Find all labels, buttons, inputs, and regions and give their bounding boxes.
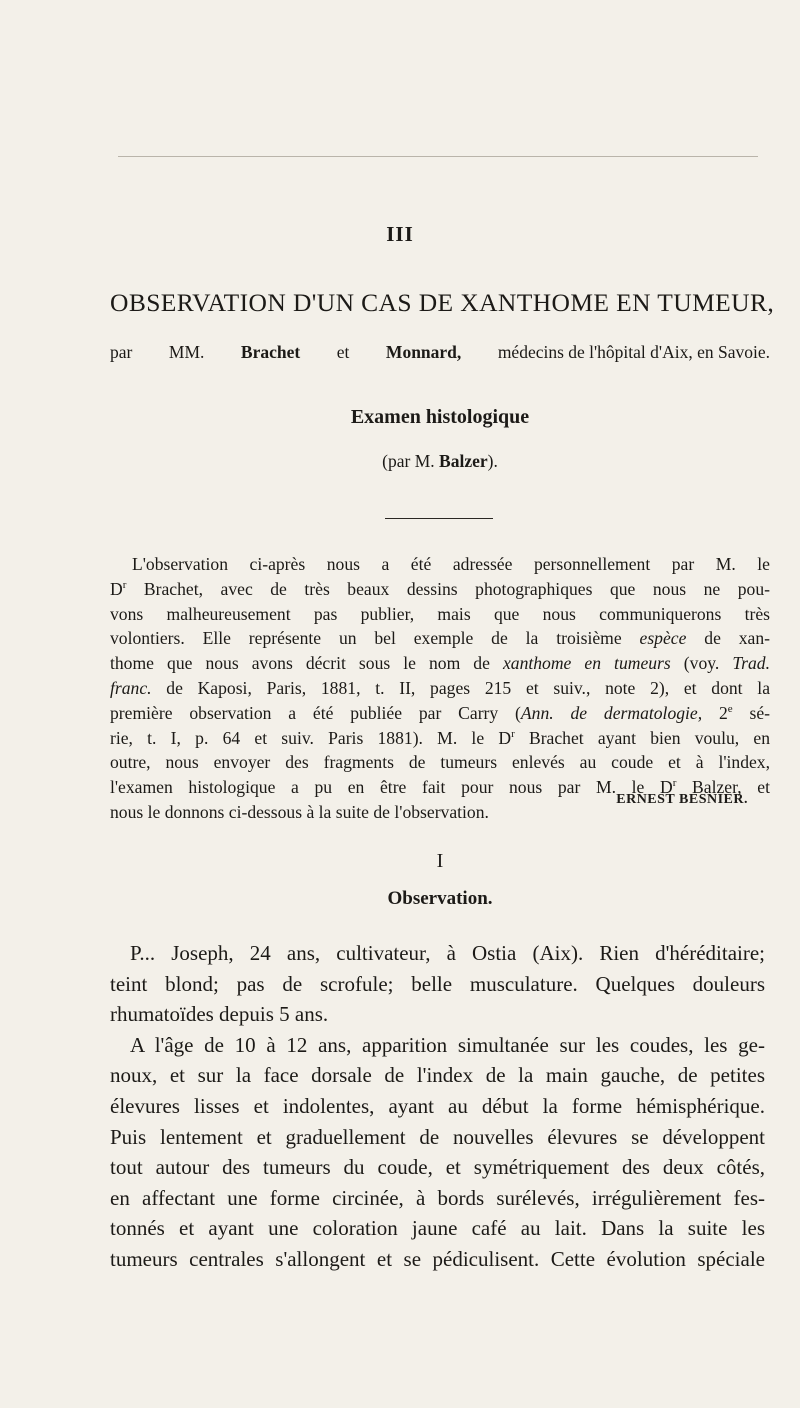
intro-paragraph: [110, 552, 770, 825]
observation-body: [110, 938, 765, 1275]
italic-phrase: Trad.: [732, 653, 770, 674]
body-line: A l'âge de 10 à 12 ans, apparition simultanée sur les coudes, les ge-: [130, 1032, 765, 1057]
intro-line: rie, t. I, p. 64 et suiv. Paris 1881). M. le $D^r$ Brachet ayant bien voulu, en: [110, 727, 771, 748]
authors-line: [110, 342, 770, 363]
intro-line: franc. de Kaposi, Paris, 1881, t. II, pages 215 et suiv., note 2), et dont la: [110, 677, 770, 698]
intro-line: vons malheureusement pas publier, mais que nous communiquerons très: [110, 603, 770, 624]
body-line: teint blond; pas de scrofule; belle musculature. Quelques douleurs: [110, 971, 765, 996]
intro-line: $D^r$ Brachet, avec de très beaux dessins photographiques que nous ne pou-: [110, 578, 770, 599]
authors-prefix: par: [110, 342, 133, 362]
byline-close: ).: [487, 451, 498, 471]
authors-mm: MM.: [168, 342, 205, 362]
body-line: élevures lisses et indolentes, ayant au début la forme hémisphérique.: [110, 1093, 765, 1118]
italic-phrase: franc.: [110, 677, 152, 698]
italic-phrase: Ann. de dermatologie,: [520, 702, 703, 723]
author-brachet: Brachet: [240, 342, 301, 362]
byline-open: (par M.: [382, 451, 435, 471]
italic-phrase: xanthome en tumeurs: [502, 653, 671, 674]
section-roman-numeral: III: [386, 222, 414, 246]
superscript: r: [122, 578, 127, 591]
authors-and: et: [336, 342, 350, 362]
body-line: P... Joseph, 24 ans, cultivateur, à Ostia (Aix). Rien d'héréditaire;: [130, 941, 765, 965]
superscript: r: [672, 777, 677, 790]
intro-line: thome que nous avons décrit sous le nom de xanthome en tumeurs (voy. Trad.: [110, 653, 770, 674]
subtitle-examen: Examen histologique: [350, 406, 530, 428]
section-title: Observation.: [387, 888, 493, 909]
superscript: r: [511, 727, 515, 740]
intro-line: volontiers. Elle représente un bel exemple de la troisième espèce de xan-: [110, 628, 770, 649]
intro-line: l'examen histologique a pu en être fait pour nous par M. le $D^r$ Balzer, et: [110, 777, 770, 798]
body-line: tout autour des tumeurs du coude, et symétriquement des deux côtés,: [110, 1155, 765, 1180]
byline: [0, 451, 800, 472]
italic-phrase: espèce: [639, 628, 687, 649]
intro-line: première observation a été publiée par Carry (Ann. de dermatologie, 2e sé-: [110, 702, 771, 723]
intro-line: nous le donnons ci-dessous à la suite de l'observation.: [110, 801, 489, 822]
section-number: I: [436, 850, 444, 872]
body-line: tonnés et ayant une coloration jaune café au lait. Dans la suite les: [110, 1216, 765, 1241]
body-line: tumeurs centrales s'allongent et se pédiculisent. Cette évolution spéciale: [110, 1246, 765, 1271]
body-line: rhumatoïdes depuis 5 ans.: [110, 1002, 329, 1027]
intro-line: outre, nous envoyer des fragments de tumeurs enlevés au coude et à l'index,: [110, 752, 770, 773]
authors-affiliation: médecins de l'hôpital d'Aix, en Savoie.: [497, 342, 770, 362]
header-rule: [118, 156, 758, 157]
body-line: noux, et sur la face dorsale de l'index de la main gauche, de petites: [110, 1063, 765, 1088]
intro-line: L'observation ci-après nous a été adressée personnellement par M. le: [132, 554, 770, 574]
signature: ERNEST BESNIER.: [616, 792, 748, 807]
body-line: en affectant une forme circinée, à bords surélevés, irrégulièrement fes-: [110, 1185, 765, 1210]
article-title: OBSERVATION D'UN CAS DE XANTHOME EN TUMEUR,: [110, 288, 775, 317]
byline-name: Balzer: [439, 451, 488, 471]
separator-rule: [385, 518, 493, 519]
superscript: e: [727, 702, 733, 715]
body-line: Puis lentement et graduellement de nouvelles élevures se développent: [110, 1124, 765, 1149]
author-monnard: Monnard,: [385, 342, 462, 362]
